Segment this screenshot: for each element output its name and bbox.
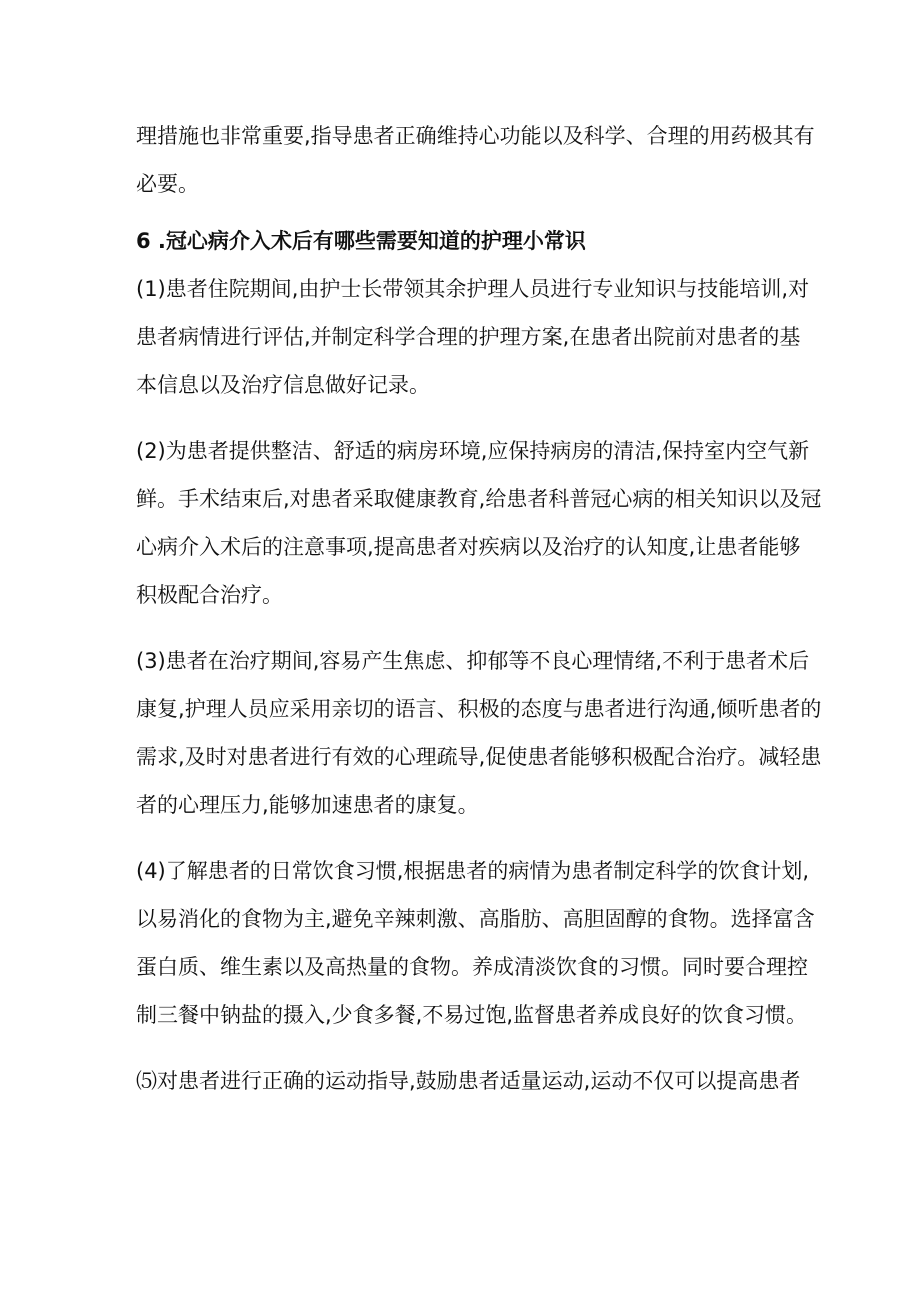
- document-body: [136, 112, 822, 1123]
- text-line: 本信息以及治疗信息做好记录。: [136, 373, 430, 397]
- paragraph-4: [136, 847, 815, 1039]
- section-heading: [136, 217, 784, 265]
- text-line: 必要。: [136, 172, 199, 196]
- paragraph-5: [136, 1057, 801, 1105]
- text-line: 积极配合治疗。: [136, 583, 283, 607]
- text-line: ⑸对患者进行正确的运动指导,鼓励患者适量运动,运动不仅可以提高患者: [136, 1069, 801, 1093]
- paragraph-2: [136, 427, 822, 619]
- text-line: (4)了解患者的日常饮食习惯,根据患者的病情为患者制定科学的饮食计划,: [136, 859, 810, 883]
- text-line: 心病介入术后的注意事项,提高患者对疾病以及治疗的认知度,让患者能够: [136, 535, 801, 559]
- text-line: (3)患者在治疗期间,容易产生焦虑、抑郁等不良心理情绪,不利于患者术后: [136, 649, 810, 673]
- text-line: 理措施也非常重要,指导患者正确维持心功能以及科学、合理的用药极其有: [136, 124, 815, 148]
- paragraph-3: [136, 637, 822, 829]
- text-line: 制三餐中钠盐的摄入,少食多餐,不易过饱,监督患者养成良好的饮食习惯。: [136, 1003, 808, 1027]
- text-line: (1)患者住院期间,由护士长带领其余护理人员进行专业知识与技能培训,对: [136, 277, 810, 301]
- text-line: 鲜。手术结束后,对患者采取健康教育,给患者科普冠心病的相关知识以及冠: [136, 487, 822, 511]
- heading-text: 6 .冠心病介入术后有哪些需要知道的护理小常识: [136, 229, 586, 253]
- text-line: 患者病情进行评估,并制定科学合理的护理方案,在患者出院前对患者的基: [136, 325, 801, 349]
- paragraph-1: [136, 265, 810, 409]
- text-line: (2)为患者提供整洁、舒适的病房环境,应保持病房的清洁,保持室内空气新: [136, 439, 810, 463]
- text-line: 蛋白质、维生素以及高热量的食物。养成清淡饮食的习惯。同时要合理控: [136, 955, 808, 979]
- text-line: 以易消化的食物为主,避免辛辣刺激、高脂肪、高胆固醇的食物。选择富含: [136, 907, 815, 931]
- text-line: 康复,护理人员应采用亲切的语言、积极的态度与患者进行沟通,倾听患者的: [136, 697, 822, 721]
- text-line: 者的心理压力,能够加速患者的康复。: [136, 793, 479, 817]
- paragraph-intro-end: [136, 112, 815, 208]
- text-line: 需求,及时对患者进行有效的心理疏导,促使患者能够积极配合治疗。减轻患: [136, 745, 822, 769]
